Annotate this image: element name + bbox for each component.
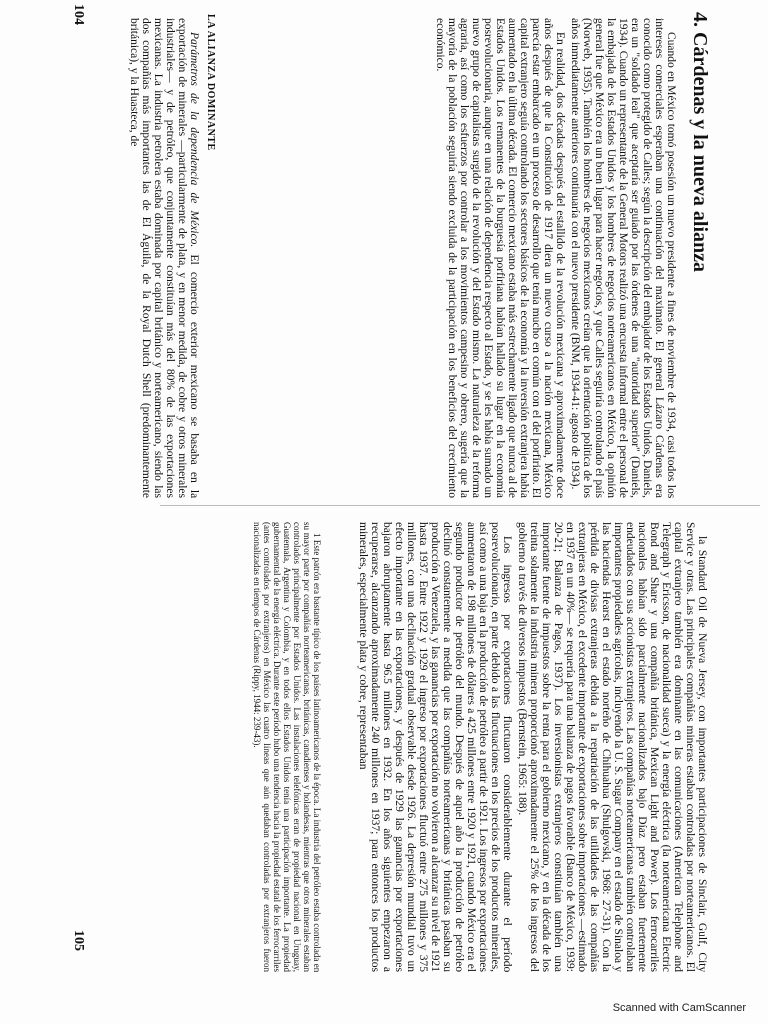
left-page-number: 104 [71,4,86,25]
left-page-main-text [222,18,677,498]
right-paragraph-1: la Standard Oil de Nueva Jersey, con importantes participaciones de Sinclair, Gulf, City Service y otras. Las principales compañías mineras estaban controladas por norteamericanos. El capital extranjero también era dominante en las comunicaciones (American Telephone and Telegraph y Ericsson, de nacionalidad sueca) y la energía eléctrica (la norteamericana Electric Bond and Share y una compañía británica, Mexican Light and Power). Los ferrocarriles nacionales habían sido parcialmente nacionalizados bajo Díaz pero estaban fuertemente endeudados con sus accionistas extranjeros. Las compañías norteamericanas también controlaban importantes propiedades agrícolas, incluyendo la U. S. Sugar Company en el estado de Sinaloa y las haciendas Hearst en el estado norteño de Chihuahua (Shulgovski, 1968: 27-31). Con la pérdida de divisas extranjeras debida a la repatriación de las utilidades de las compañías extranjeras en México, el excedente importante de exportaciones sobre importaciones —estimado en 1937 en un 40%— se requería para una balanza de pagos favorable (Banco de México, 1939: 20-21; Balanza de Pagos, 1937). Los inversionistas extranjeros constituían también una importante fuente de impuestos sobre la renta para el gobierno mexicano, y en la década de los treinta solamente la industria minera proporcionó aproximadamente el 25% de los ingresos del gobierno a través de diversos impuestos (Bernstein, 1965: 188). [516,522,708,972]
left-paragraph-1: Cuando en México tomó posesión un nuevo presidente a fines de noviembre de 1934, casi todos los intereses comerciales esperaban una continuación del maximato. El general Lázaro Cárdenas era conocido como protegido de Calles; según la descripción del embajador de los Estados Unidos, Daniels, era un "soldado leal" que aceptaría ser guiado por las órdenes de una "autoridad superior" (Daniels, 1934). Cuando un representante de la General Motors realizó una encuesta informal entre el personal de la embajada de los Estados Unidos y los hombres de negocios norteamericanos en México, la opinión general fue que México era un buen lugar para hacer negocios, y que Calles seguiría controlando el país (Norweb, 1935). También los hombres de negocios mexicanos creían que la orientación política de los años inmediatamente anteriores continuaría con el nuevo presidente (BNM, 1934-41: agosto de 1934). [569,18,677,498]
section-title: Parámetros de la dependencia de México. [188,31,200,248]
right-page-main-text [330,522,708,972]
right-paragraph-2: Los ingresos por exportaciones fluctuaron considerablemente durante el período posrevolucionario, en parte debido a las fluctuaciones en los precios de los productos minerales, así como a una baja en la producción de petróleo a partir de 1921. Los ingresos por exportaciones aumentaron de 198 millones de dólares a 425 millones entre 1920 y 1921, cuando México era el segundo productor de petróleo del mundo. Después de aquel año la producción de petróleo declinó constantemente a medida que las compañías norteamericanas y británicas pasaban su producción a Venezuela, y las ganancias por exportación no volvieron a alcanzar su nivel de 1921 hasta 1937. Entre 1922 y 1929 el ingreso por exportaciones fluctuó entre 275 millones y 375 millones, con una declinación gradual observable desde 1926. La depresión mundial tuvo un efecto importante en las exportaciones, y después de 1929 las ganancias por exportaciones bajaron abruptamente hasta 96.5 millones en 1932. En los años siguientes empezaron a recuperarse, alcanzando aproximadamente 240 millones en 1937; para entonces los productos minerales, especialmente plata y cobre, representaban [357,522,513,972]
page-gutter [160,505,760,506]
section-body: El comercio exterior mexicano se basaba en la exportación de minerales —particularmente de plata, y en menor medida, de cobre y otros minerales industriales— y de petróleo, que conjuntamente constituían más del 80% de las exportaciones mexicanas. La industria petrolera estaba dominada por capital británico y norteamericano, siendo las dos compañías más importantes las de El Águila, de la Royal Dutch Shell (predominantemente británica), y la Huasteca, de [128,18,200,498]
running-head: LA ALIANZA DOMINANTE [205,14,216,151]
right-page-number: 105 [71,930,86,951]
left-page-section [0,18,200,498]
footnote-text: 1 Este patrón era bastante típico de los países latinoamericanos de la época. La industria del petróleo estaba controlada en su mayor parte por compañías norteamericanas, británicas, canadienses y holandesas, mientras que otros minerales estaban controlados principalmente por Estados Unidos. Las instalaciones telefónicas eran de propiedad nacional en Uruguay, Guatemala, Argentina y Colombia, y en todos ellos Estados Unidos tenía una participación importante. La propiedad gubernamental de la energía eléctrica. Durante este período hubo una tendencia hacia la propiedad estatal de los ferrocarriles (antes controlados por extranjeros) en México las cuatro líneas que aún quedaban controladas por extranjeros fueron nacionalizadas en tiempos de Cárdenas (Rippy, 1944: 239-43). [252,522,322,972]
chapter-title: 4. Cárdenas y la nueva alianza [689,12,711,273]
scan-watermark: Scanned with CamScanner [612,1002,746,1014]
footnote [112,522,322,972]
section-paragraph [128,18,200,498]
left-paragraph-2: En realidad, dos décadas después del estallido de la revolución mexicana y aproximadamente doce años después de que la Constitución de 1917 diera un nuevo curso a la nación mexicana, México parecía estar embarcado en un proceso de desarrollo que tenía mucho en común con el del porfiriato. El capital extranjero seguía controlando los sectores básicos de la economía y la inversión extranjera había aumentado en la última década. El comercio mexicano estaba más estrechamente ligado que nunca al de Estados Unidos. Los remanentes de la burguesía porfiriana habían hallado su lugar en la economía posrevolucionaria, aunque en una relación de dependencia respecto al Estado, y se les había sumado un nuevo grupo de capitalistas surgido de la revolución y del Estado mismo. La naturaleza de la reforma agraria, así como los esfuerzos por controlar a los movimientos campesino y obrero, sugería que la mayoría de la población seguiría siendo excluida de la participación en los beneficios del crecimiento económico. [434,18,566,498]
